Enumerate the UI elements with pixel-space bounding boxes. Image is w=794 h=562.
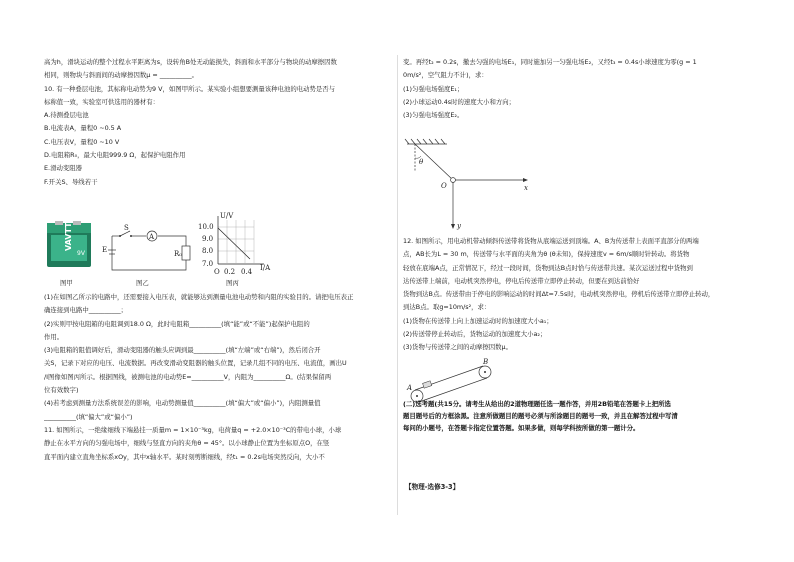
ammeter-label: A [149, 233, 155, 241]
q10-part3-b: 关S，记录下对应的电压、电流数据。再改变滑动变阻器的触头位置，记录几组不同的电压、电流值，画出U [44, 359, 347, 368]
q11-line-3: 直平面内建立直角坐标系xOy，其中x轴水平。某时刻剪断细线，经t₁ = 0.2s电场突然反向，大小不 [44, 452, 325, 461]
q11-line-1: 11. 如图所示，一绝缘细线下端悬挂一质量m = 1×10⁻³kg，电荷量q = +2.0×10⁻³C的带电小球，小球 [44, 425, 342, 434]
xtick-02: 0.2 [224, 268, 236, 276]
q12-ask-2: (2)传送带停止转动后，货物运动的加速度大小a₂； [403, 330, 547, 339]
q11-ask-2: (2)小球运动0.4s时的速度大小和方向； [403, 97, 516, 106]
x-axis-label: x [524, 184, 528, 192]
elective-line-1: (二)选考题(共15分。请考生从给出的2道物理题任选一题作答，并用2B铅笔在答题卡上把所选 [403, 400, 671, 408]
battery-voltage: 9V [77, 250, 85, 257]
y-axis-label: y [457, 222, 461, 230]
belt-b-label: B [483, 358, 489, 366]
q10-part3-a: (3)电阻箱的阻值调好后，滑动变阻器的触头应调到最__________(填“左端”或“右端”)，然后闭合开 [44, 346, 321, 355]
option-e: E.滑动变阻器 [44, 164, 83, 173]
q11-ask-1: (1)匀强电场强度E₁； [403, 84, 464, 93]
q9-line-1: 高为h，滑块运动的整个过程水平距离为s，设转角B处无动能损失，斜面和水平部分与物块的动摩擦因数 [44, 58, 337, 66]
elective-line-2: 题目题号后的方框涂黑。注意所做题目的题号必须与所涂题目的题号一致，并且在解答过程中写清 [403, 412, 678, 420]
q12-line-2: 点，AB长为L = 30 m，传送带与水平面的夹角为θ (θ未知)，保持速度v = 6m/s顺时针转动。将货物 [403, 250, 690, 259]
switch-label: S [124, 224, 129, 232]
ui-plot-figure [196, 212, 274, 278]
left-column-lower [44, 293, 390, 466]
q10-part2-a: (2)实则甲按电阻箱的电阻调到18.0 Ω，此时电阻箱__________(填“能”或“不能”)起保护电阻的 [44, 319, 310, 328]
q12-line-5: 货物到达B点。传送带由于停电的影响运动的时间Δt=7.5s时，电动机突然停电，停机后传送带立即停止转动， [403, 290, 715, 299]
caption-jia: 图甲 [60, 279, 73, 287]
pendulum-diagram [403, 138, 543, 230]
pendulum-figure [403, 138, 543, 230]
q10-line-1: 10. 有一种叠层电池，其标称电动势为9 V，如图甲所示。某实验小组想要测量该种电池的电动势是否与 [44, 84, 336, 93]
option-f: F.开关S、导线若干 [44, 177, 98, 186]
q10-part2-b: 作用。 [44, 332, 64, 341]
q11-cont-1: 变。再经t₂ = 0.2s，撤去匀强的电场E₁，同时施加另一匀强电场E₂，又经t₃ = 0.4s小球速度为零(g = 1 [403, 58, 697, 66]
ytick-8: 8.0 [202, 247, 214, 255]
option-a: A.待测叠层电池 [44, 111, 89, 120]
origin-label: O [441, 182, 447, 190]
right-column-q12 [403, 237, 755, 357]
elective-line-3: 每问的小题号，在答题卡指定位置答题。如果多做，则每学科按所做的第一题计分。 [403, 424, 640, 432]
q11-ask-3: (3)匀强电场强度E₂。 [403, 111, 464, 120]
circuit-figure [98, 222, 194, 274]
q10-part4-b: __________(填“偏大”或“偏小”) [44, 412, 133, 421]
q12-line-4: 达传送带上端前，电动机突然停电，停电后传送带立即停止转动，但要在到达前恰好 [403, 276, 640, 285]
option-b: B.电流表A，量程0 ~0.5 A [44, 124, 122, 133]
q10-part1-a: (1)在如图乙所示的电路中，还需要接入电压表，就能够达到测量电池电动势和内阻的实验目的。请把电压表正 [44, 293, 354, 301]
left-column [44, 58, 390, 191]
resistor-label: R₀ [174, 250, 183, 258]
caption-bing: 图丙 [226, 279, 239, 287]
battery-brand: VAVTT [64, 222, 73, 251]
q9-line-2: 相同，则物块与斜面间的动摩擦因数μ = __________。 [44, 71, 199, 80]
q12-ask-3: (3)货物与传送带之间的动摩擦因数μ。 [403, 343, 512, 352]
option-d: D.电阻箱R₀，最大电阻999.9 Ω，起保护电阻作用 [44, 151, 186, 160]
theta-label: θ [419, 158, 424, 166]
q12-line-1: 12. 如图所示，用电动机带动倾斜传送带将货物从底端运送到顶端。A、B为传送带上表面平直部分的两端 [403, 237, 699, 245]
q10-part3-c: /I图像如图丙所示。根据图线，被测电池的电动势E=__________V，内阻为__________Ω。(结果保留两 [44, 372, 332, 381]
q11-cont-2: 0m/s²，空气阻力不计)，求： [403, 71, 488, 80]
ui-plot [196, 212, 274, 278]
ytick-9: 9.0 [202, 235, 214, 243]
emf-label: E [102, 246, 108, 254]
elective-tag: 【物理-选修3-3】 [405, 483, 460, 491]
plot-ylabel: U/V [220, 212, 234, 220]
circuit-diagram [98, 222, 194, 274]
belt-a-label: A [407, 384, 413, 392]
q12-ask-1: (1)货物在传送带上向上加速运动时的加速度大小a₁； [403, 316, 553, 325]
q10-line-2: 标称值一致，实验室可供选用的器材有： [44, 97, 160, 106]
caption-yi: 图乙 [136, 279, 149, 287]
q11-line-2: 静止在水平方向的匀强电场中，细线与竖直方向的夹角θ = 45°。以小球静止位置为坐标原点O，在竖 [44, 439, 330, 448]
q12-line-3: 轻放在底端A点，正常情况下，经过一段时间，货物到达B点时恰与传送带共速。某次运送过程中货物到 [403, 263, 693, 272]
q10-part4-a: (4)若考虑到测量方法系统误差的影响，电动势测量值__________(填“偏大”或“偏小”)，内阻测量值 [44, 399, 321, 408]
battery-image [45, 221, 95, 271]
elective-instructions [403, 398, 755, 434]
xtick-04: 0.4 [241, 268, 253, 276]
column-divider [397, 55, 398, 515]
q10-part3-d: 位有效数字) [44, 386, 79, 395]
option-c: C.电压表V，量程0 ~10 V [44, 137, 120, 146]
xtick-origin: O [214, 268, 220, 276]
right-column [403, 58, 755, 124]
ytick-7: 7.0 [202, 260, 214, 268]
q12-line-6: 到达B点。取g=10m/s²，求： [403, 303, 491, 312]
plot-xlabel: I/A [260, 264, 271, 272]
ytick-10: 10.0 [198, 223, 214, 231]
battery-figure [45, 221, 95, 271]
q10-part1-b: 确连接到电路中__________； [44, 306, 128, 315]
